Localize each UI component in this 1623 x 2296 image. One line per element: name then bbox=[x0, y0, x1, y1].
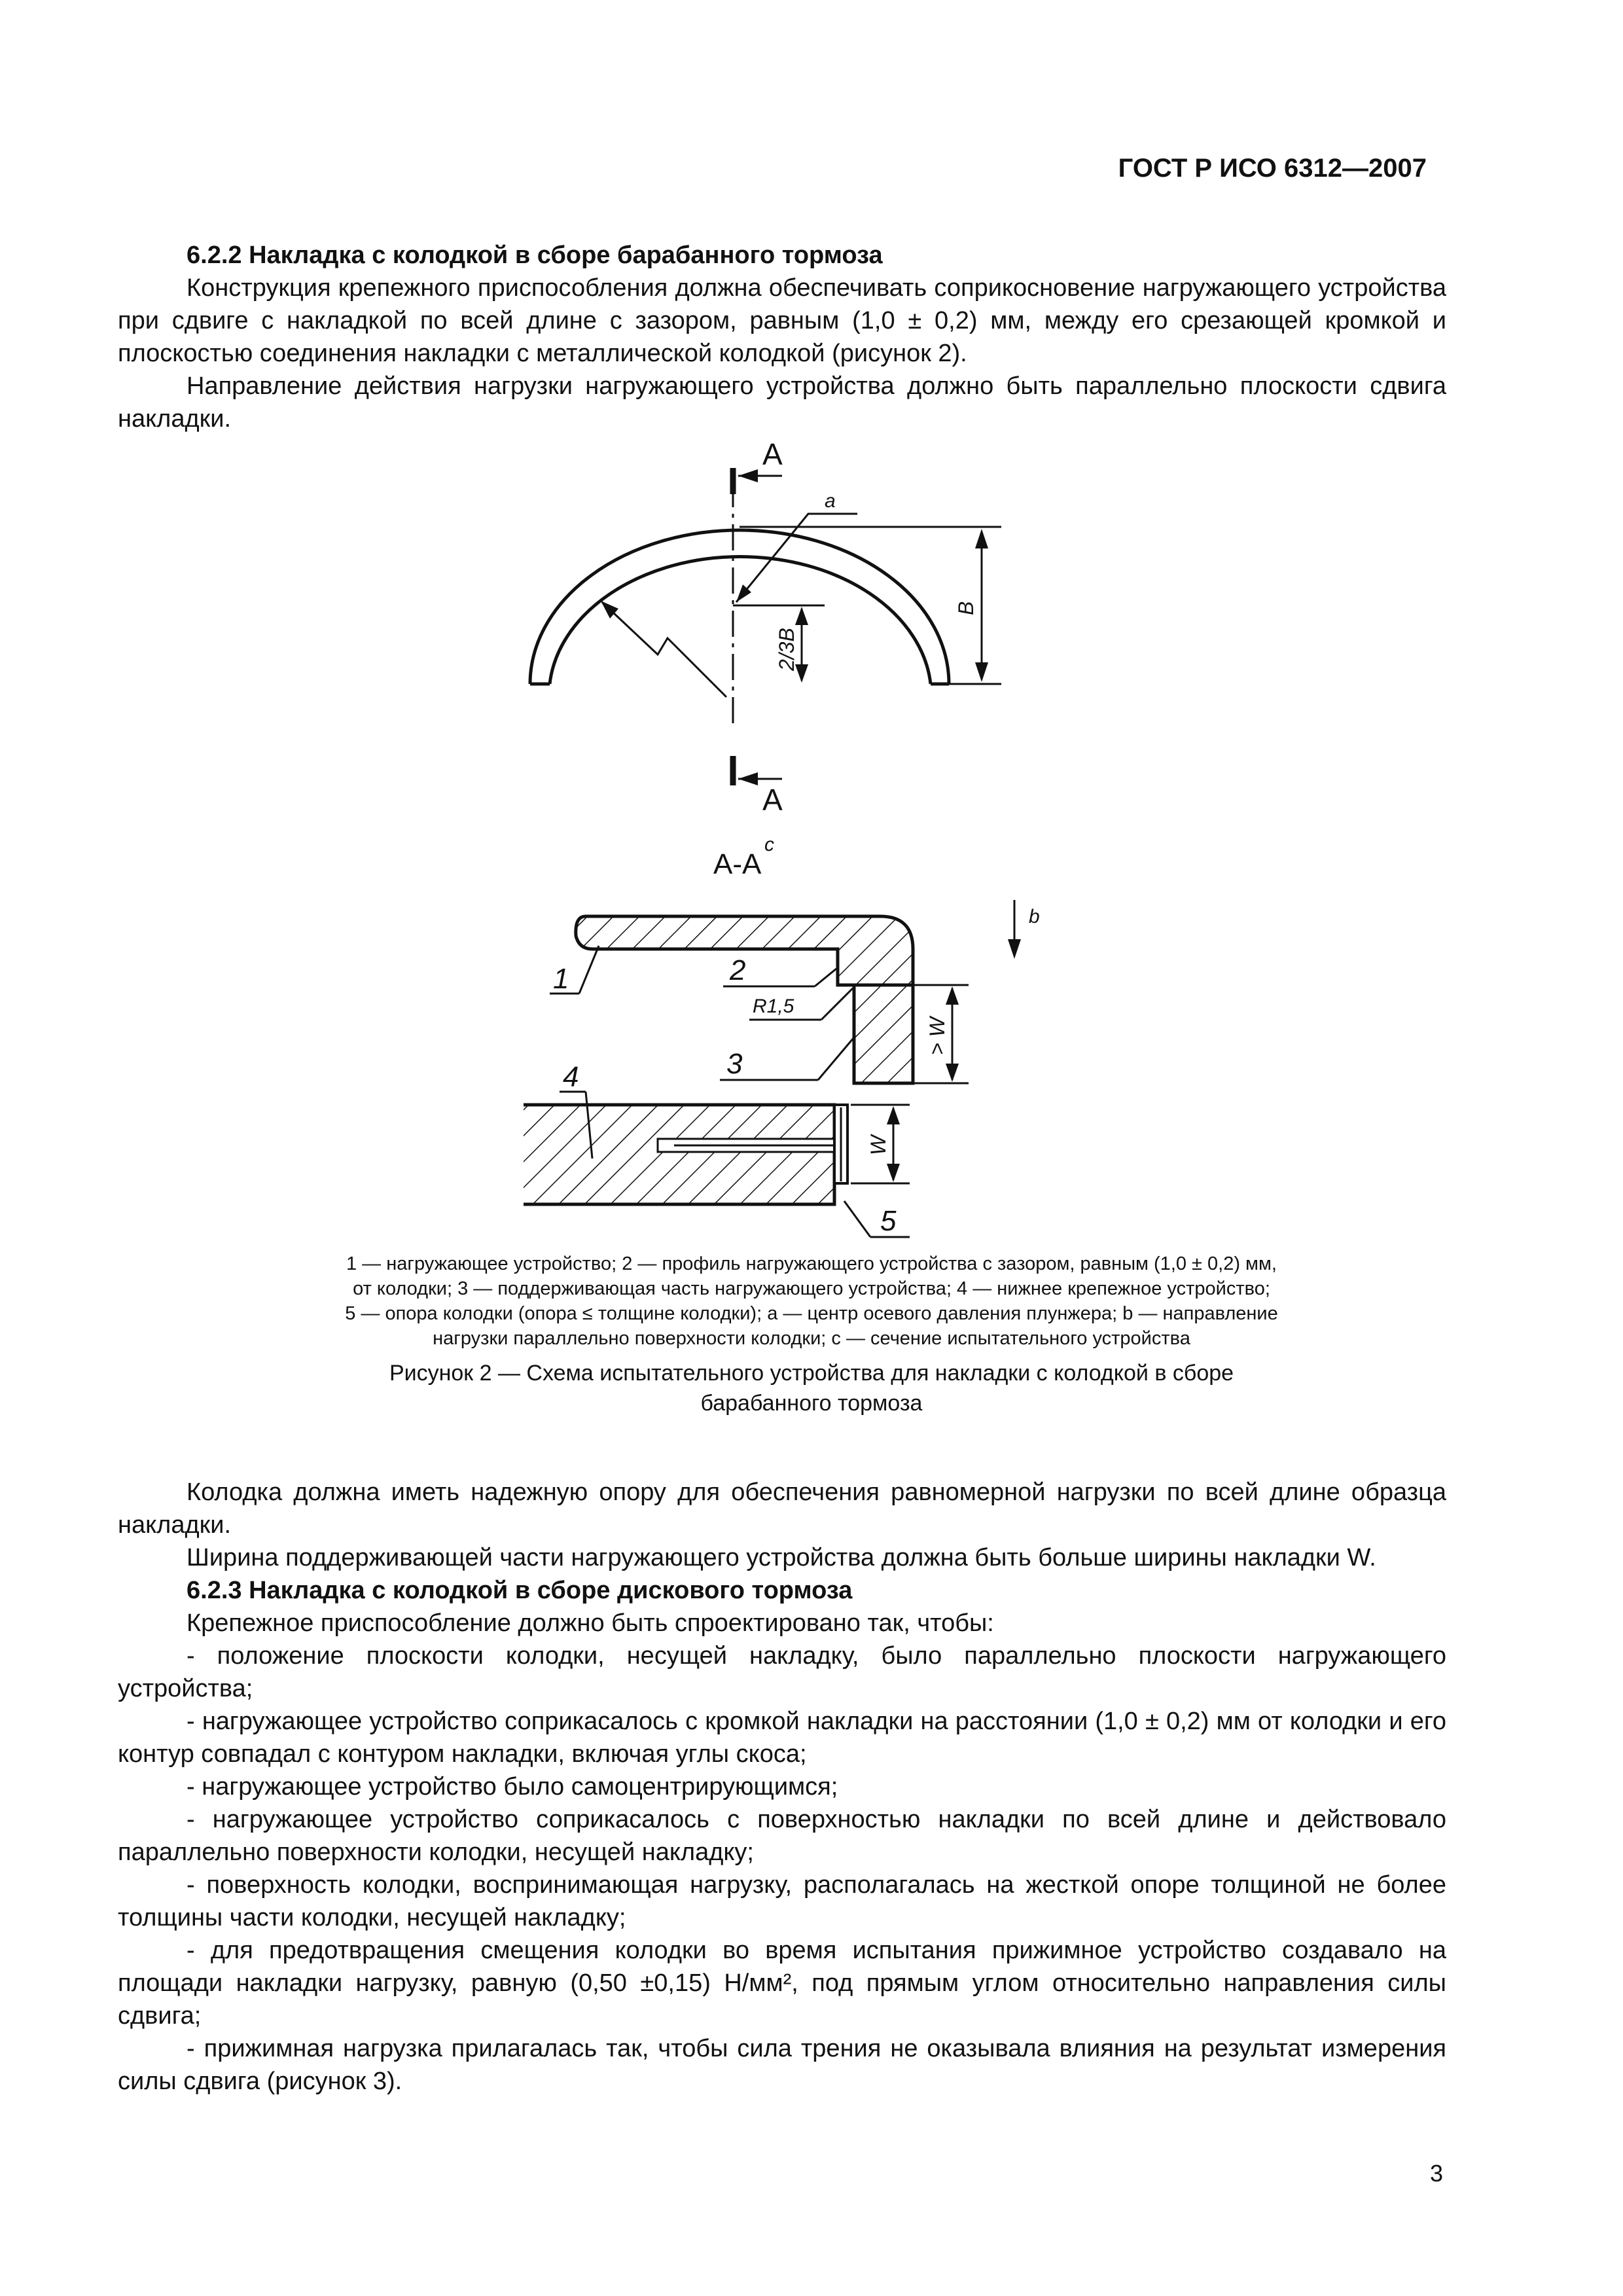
lower-fixing-device bbox=[524, 1105, 834, 1204]
callout-5: 5 bbox=[880, 1205, 897, 1237]
document-header: ГОСТ Р ИСО 6312—2007 bbox=[1118, 154, 1427, 183]
dimension-w: W bbox=[866, 1135, 890, 1155]
paragraph: Крепежное приспособление должно быть спроектировано так, чтобы: bbox=[187, 1609, 994, 1637]
section-heading: 6.2.3 Накладка с колодкой в сборе дискового тормоза bbox=[187, 1577, 853, 1604]
paragraph: Ширина поддерживающей части нагружающего устройства должна быть больше ширины накладки W. bbox=[187, 1544, 1376, 1571]
list-item: - нагружающее устройство соприкасалось с кромкой накладки на расстоянии (1,0 ± 0,2) мм от колодки и его контур совпадал с контуром накладки, включая углы скоса; bbox=[118, 1708, 1446, 1768]
section-heading: 6.2.2 Накладка с колодкой в сборе барабанного тормоза bbox=[187, 242, 883, 269]
list-item: - поверхность колодки, воспринимающая нагрузку, располагалась на жесткой опоре толщиной не более толщины части колодки, несущей накладку; bbox=[118, 1871, 1446, 1931]
list-item: - положение плоскости колодки, несущей накладку, было параллельно плоскости нагружающего устройства; bbox=[118, 1642, 1446, 1702]
section-title-sup: c bbox=[764, 834, 774, 855]
callout-2: 2 bbox=[730, 954, 746, 986]
paragraph: Направление действия нагрузки нагружающего устройства должно быть параллельно плоскости сдвига накладки. bbox=[118, 372, 1446, 433]
section-6-2-3 bbox=[118, 1476, 1446, 2098]
label-a: a bbox=[825, 490, 836, 512]
list-item: - прижимная нагрузка прилагалась так, чтобы сила трения не оказывала влияния на результат измерения силы сдвига (рисунок 3). bbox=[118, 2035, 1446, 2095]
section-a-label-top: A bbox=[762, 437, 783, 471]
legend-line: от колодки; 3 — поддерживающая часть нагружающего устройства; 4 — нижнее крепежное устройство; bbox=[353, 1278, 1270, 1299]
dimension-two-thirds-label: 2/3B bbox=[775, 628, 798, 671]
radius-break-line bbox=[602, 602, 726, 697]
callout-3: 3 bbox=[726, 1048, 743, 1080]
page-number: 3 bbox=[1429, 2160, 1443, 2187]
legend-line: нагрузки параллельно поверхности колодки; c — сечение испытательного устройства bbox=[433, 1328, 1190, 1349]
dimension-b-label: B bbox=[954, 601, 978, 615]
list-item: - для предотвращения смещения колодки во время испытания прижимное устройство создавало на площади накладки нагрузку, равную (0,50 ±0,15) Н/мм², под прямым углом относительно направления силы сдвига; bbox=[118, 1937, 1446, 2030]
caption-line: Рисунок 2 — Схема испытательного устройства для накладки с колодкой в сборе bbox=[389, 1361, 1234, 1386]
list-item: - нагружающее устройство соприкасалось с поверхностью накладки по всей длине и действовало параллельно поверхности колодки, несущей накладку; bbox=[118, 1806, 1446, 1866]
support-part bbox=[854, 985, 913, 1083]
callout-1: 1 bbox=[553, 963, 569, 995]
legend-line: 1 — нагружающее устройство; 2 — профиль нагружающего устройства с зазором, равным (1,0 ± 0,2) мм, bbox=[346, 1253, 1277, 1274]
section-a-label-bottom: A bbox=[762, 783, 783, 817]
caption-line: барабанного тормоза bbox=[700, 1391, 923, 1416]
callout-4: 4 bbox=[563, 1061, 579, 1093]
brake-shoe-arc bbox=[530, 530, 949, 684]
paragraph: Конструкция крепежного приспособления должна обеспечивать соприкосновение нагружающего устройства при сдвиге с накладкой по всей длине с зазором, равным (1,0 ± 0,2) мм, между его срезающей кромкой и плоскостью соединения накладки с металлической колодкой (рисунок 2). bbox=[118, 274, 1446, 367]
figure-legend bbox=[196, 1251, 1427, 1351]
paragraph: Колодка должна иметь надежную опору для обеспечения равномерной нагрузки по всей длине образца накладки. bbox=[118, 1479, 1446, 1539]
dimension-greater-w: > W bbox=[925, 1017, 949, 1055]
list-item: - нагружающее устройство было самоцентрирующимся; bbox=[187, 1773, 838, 1801]
radius-label: R1,5 bbox=[753, 996, 794, 1017]
figure-caption bbox=[196, 1358, 1427, 1418]
label-b: b bbox=[1029, 906, 1040, 927]
legend-line: 5 — опора колодки (опора ≤ толщине колодки); a — центр осевого давления плунжера; b — направление bbox=[345, 1303, 1278, 1324]
section-title: А-А bbox=[713, 848, 762, 880]
